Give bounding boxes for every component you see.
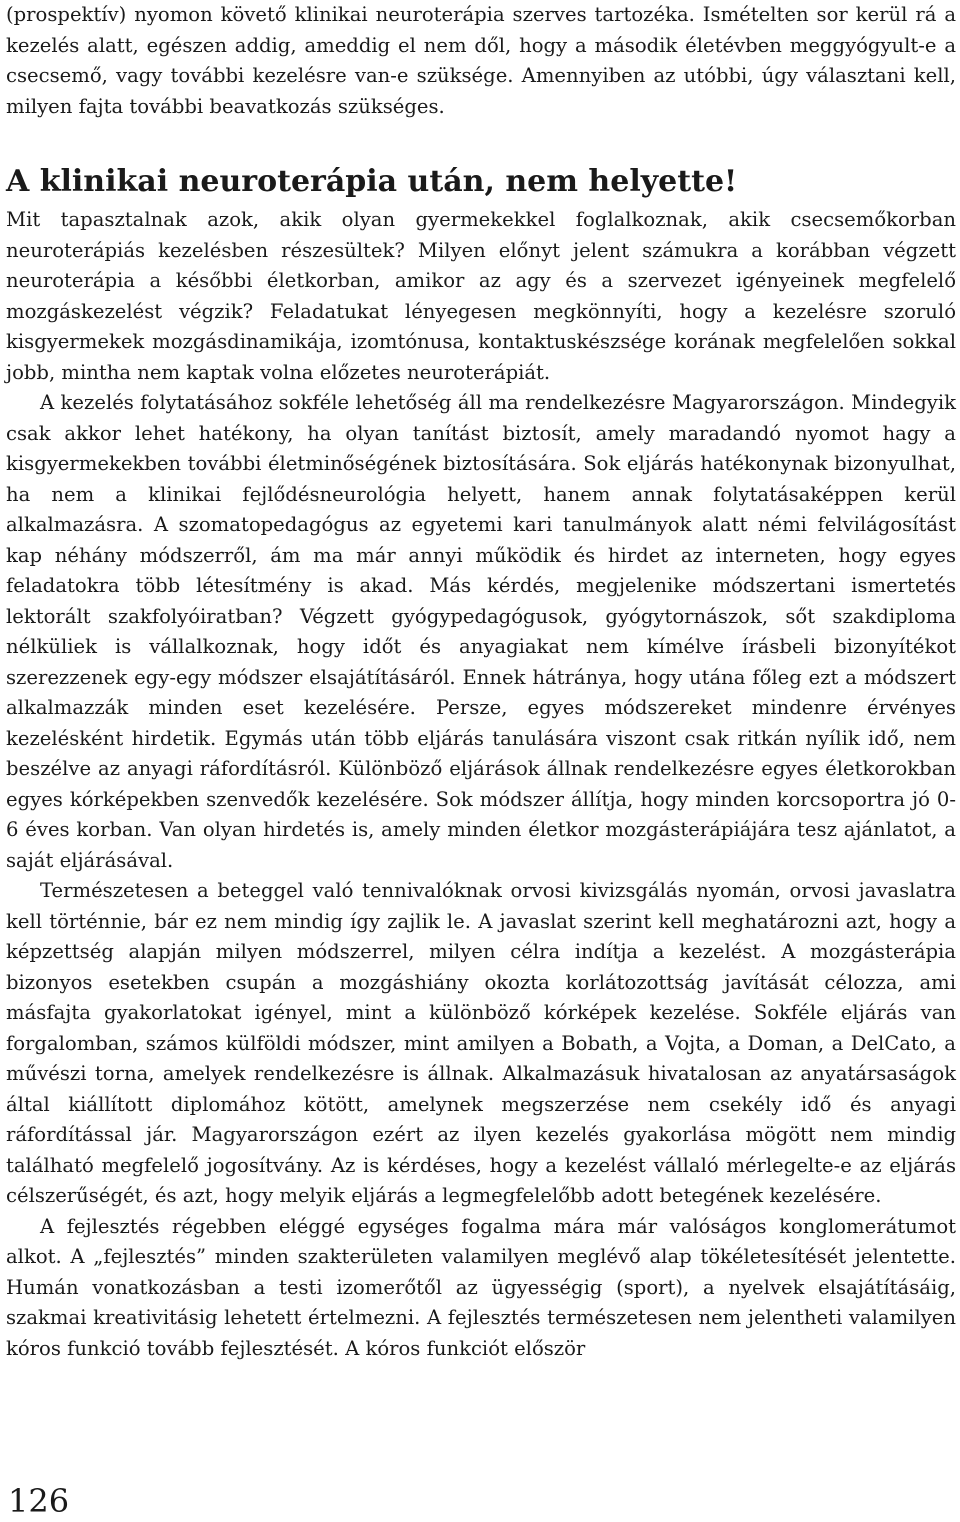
paragraph-4: A fejlesztés régebben eléggé egységes fogalma mára már valóságos konglomerátumot alkot. A „fejlesztés” minden szakterületen valamilyen meglévő alap tökéletesítését jelentette. Humán vonatkozásban a testi izomerőtől az ügyességig (sport), a nyelvek elsajátításáig, szakmai kreativitásig lehetett értelmezni. A fejlesztés természetesen nem jelentheti valamilyen kóros funkció tovább fejlesztését. A kóros funkciót először [6, 1214, 956, 1360]
page-number: 126 [8, 1482, 70, 1520]
paragraph-intro: (prospektív) nyomon követő klinikai neuroterápia szerves tartozéka. Ismételten sor kerül rá a kezelés alatt, egészen addig, ameddig el nem dől, hogy a második életévben meggyógyult-e a csecsemő, vagy további kezelésre van-e szüksége. Amennyiben az utóbbi, úgy választani kell, milyen fajta további beavatkozás szükséges. [6, 3, 956, 118]
document-page [6, 0, 956, 1364]
paragraph-2: A kezelés folytatásához sokféle lehetőség áll ma rendelkezésre Magyarországon. Mindegyik csak akkor lehet hatékony, ha olyan tanítást biztosít, amely maradandó nyomot hagy a kisgyermekekben további életminőségének biztosítására. Sok eljárás hatékonynak bizonyulhat, ha nem a klinikai fejlődésneurológia helyett, hanem annak folytatásaképpen kerül alkalmazásra. A szomatopedagógus az egyetemi kari tanulmányok alatt némi felvilágosítást kap néhány módszerről, ám ma már annyi működik és hirdet az interneten, hogy egyes feladatokra több létesítmény is akad. Más kérdés, megjelenike módszertani ismertetés lektorált szakfolyóiratban? Végzett gyógypedagógusok, gyógytornászok, sőt szakdiploma nélküliek is vállalkoznak, hogy időt és anyagiakat nem kímélve írásbeli bizonyítékot szerezzenek egy-egy módszer elsajátításáról. Ennek hátránya, hogy utána főleg ezt a módszert alkalmazzák minden eset kezelésére. Persze, egyes módszereket mindenre érvényes kezelésként hirdetik. Egymás után több eljárás tanulására viszont csak ritkán nyílik idő, nem beszélve az anyagi ráfordításról. Különböző eljárások állnak rendelkezésre egyes életkorokban egyes kórképekben szenvedők kezelésére. Sok módszer állítja, hogy minden korcsoportra jó 0- 6 éves korban. Van olyan hirdetés is, amely minden életkor mozgásterápiájára tesz ajánlatot, a saját eljárásával. [6, 391, 956, 872]
paragraph-3: Természetesen a beteggel való tennivalóknak orvosi kivizsgálás nyomán, orvosi javaslatra kell történnie, bár ez nem mindig így zajlik le. A javaslat szerint kell meghatározni azt, hogy a képzettség alapján milyen módszerrel, milyen célra indítja a kezelést. A mozgásterápia bizonyos esetekben csupán a mozgáshiány okozta korlátozottság javítását célozza, ami másfajta gyakorlatokat igényel, mint a különböző kórképek kezelése. Sokféle eljárás van forgalomban, számos külföldi módszer, mint amilyen a Bobath, a Vojta, a Doman, a DelCato, a művészi torna, amelyek rendelkezésre is állnak. Alkalmazásuk hivatalosan az anyatársaságok által kiállított diplomához kötött, amelynek megszerzése nem csekély idő és anyagi ráfordítással jár. Magyarországon ezért az ilyen kezelés gyakorlása mögött nem mindig található megfelelő jogosítvány. Az is kérdéses, hogy a kezelést vállaló mérlegelte-e az eljárás célszerűségét, és azt, hogy melyik eljárás a legmegfelelőbb adott betegének kezelésére. [6, 879, 956, 1207]
section-heading: A klinikai neuroterápia után, nem helyette! [6, 164, 738, 199]
paragraph-1: Mit tapasztalnak azok, akik olyan gyermekekkel foglalkoznak, akik csecsemőkorban neuroterápiás kezelésben részesültek? Milyen előnyt jelent számukra a korábban végzett neuroterápia a későbbi életkorban, amikor az agy és a szervezet igényeinek megfelelő mozgáskezelést végzik? Feladatukat lényegesen megkönnyíti, hogy a kezelésre szoruló kisgyermekek mozgásdinamikája, izomtónusa, kontaktuskészsége korának megfelelően sokkal jobb, mintha nem kaptak volna előzetes neuroterápiát. [6, 208, 956, 384]
